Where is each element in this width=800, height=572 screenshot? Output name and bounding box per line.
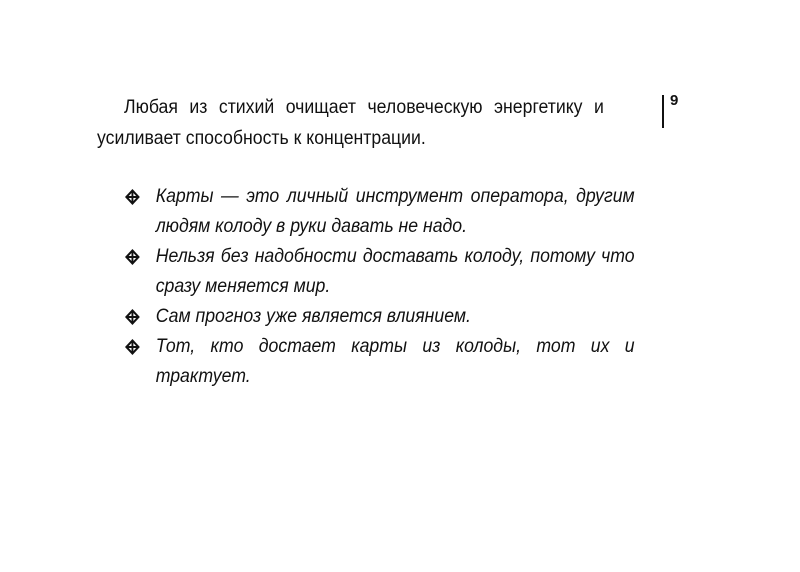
page-number: 9 (670, 92, 679, 109)
list-item (125, 182, 635, 242)
intro-paragraph: Любая из стихий очищает человеческую энергетику и усиливает способность к концентрации. (97, 97, 604, 149)
list-item (125, 242, 635, 302)
bullet-text: Карты — это личный инструмент оператора, другим людям колоду в руки давать не надо. (155, 186, 635, 237)
list-item (125, 332, 635, 392)
bullet-list (125, 182, 655, 392)
bullet-text: Тот, кто достает карты из колоды, тот их и трактует. (155, 336, 635, 387)
diamond-star-icon (125, 249, 140, 265)
page-number-divider (662, 95, 664, 128)
diamond-star-icon (125, 189, 140, 205)
diamond-star-icon (125, 339, 140, 355)
bullet-text: Нельзя без надобности доставать колоду, потому что сразу меняется мир. (155, 246, 635, 297)
bullet-text: Сам прогноз уже является влиянием. (155, 306, 471, 327)
list-item (125, 302, 635, 332)
diamond-star-icon (125, 309, 140, 325)
